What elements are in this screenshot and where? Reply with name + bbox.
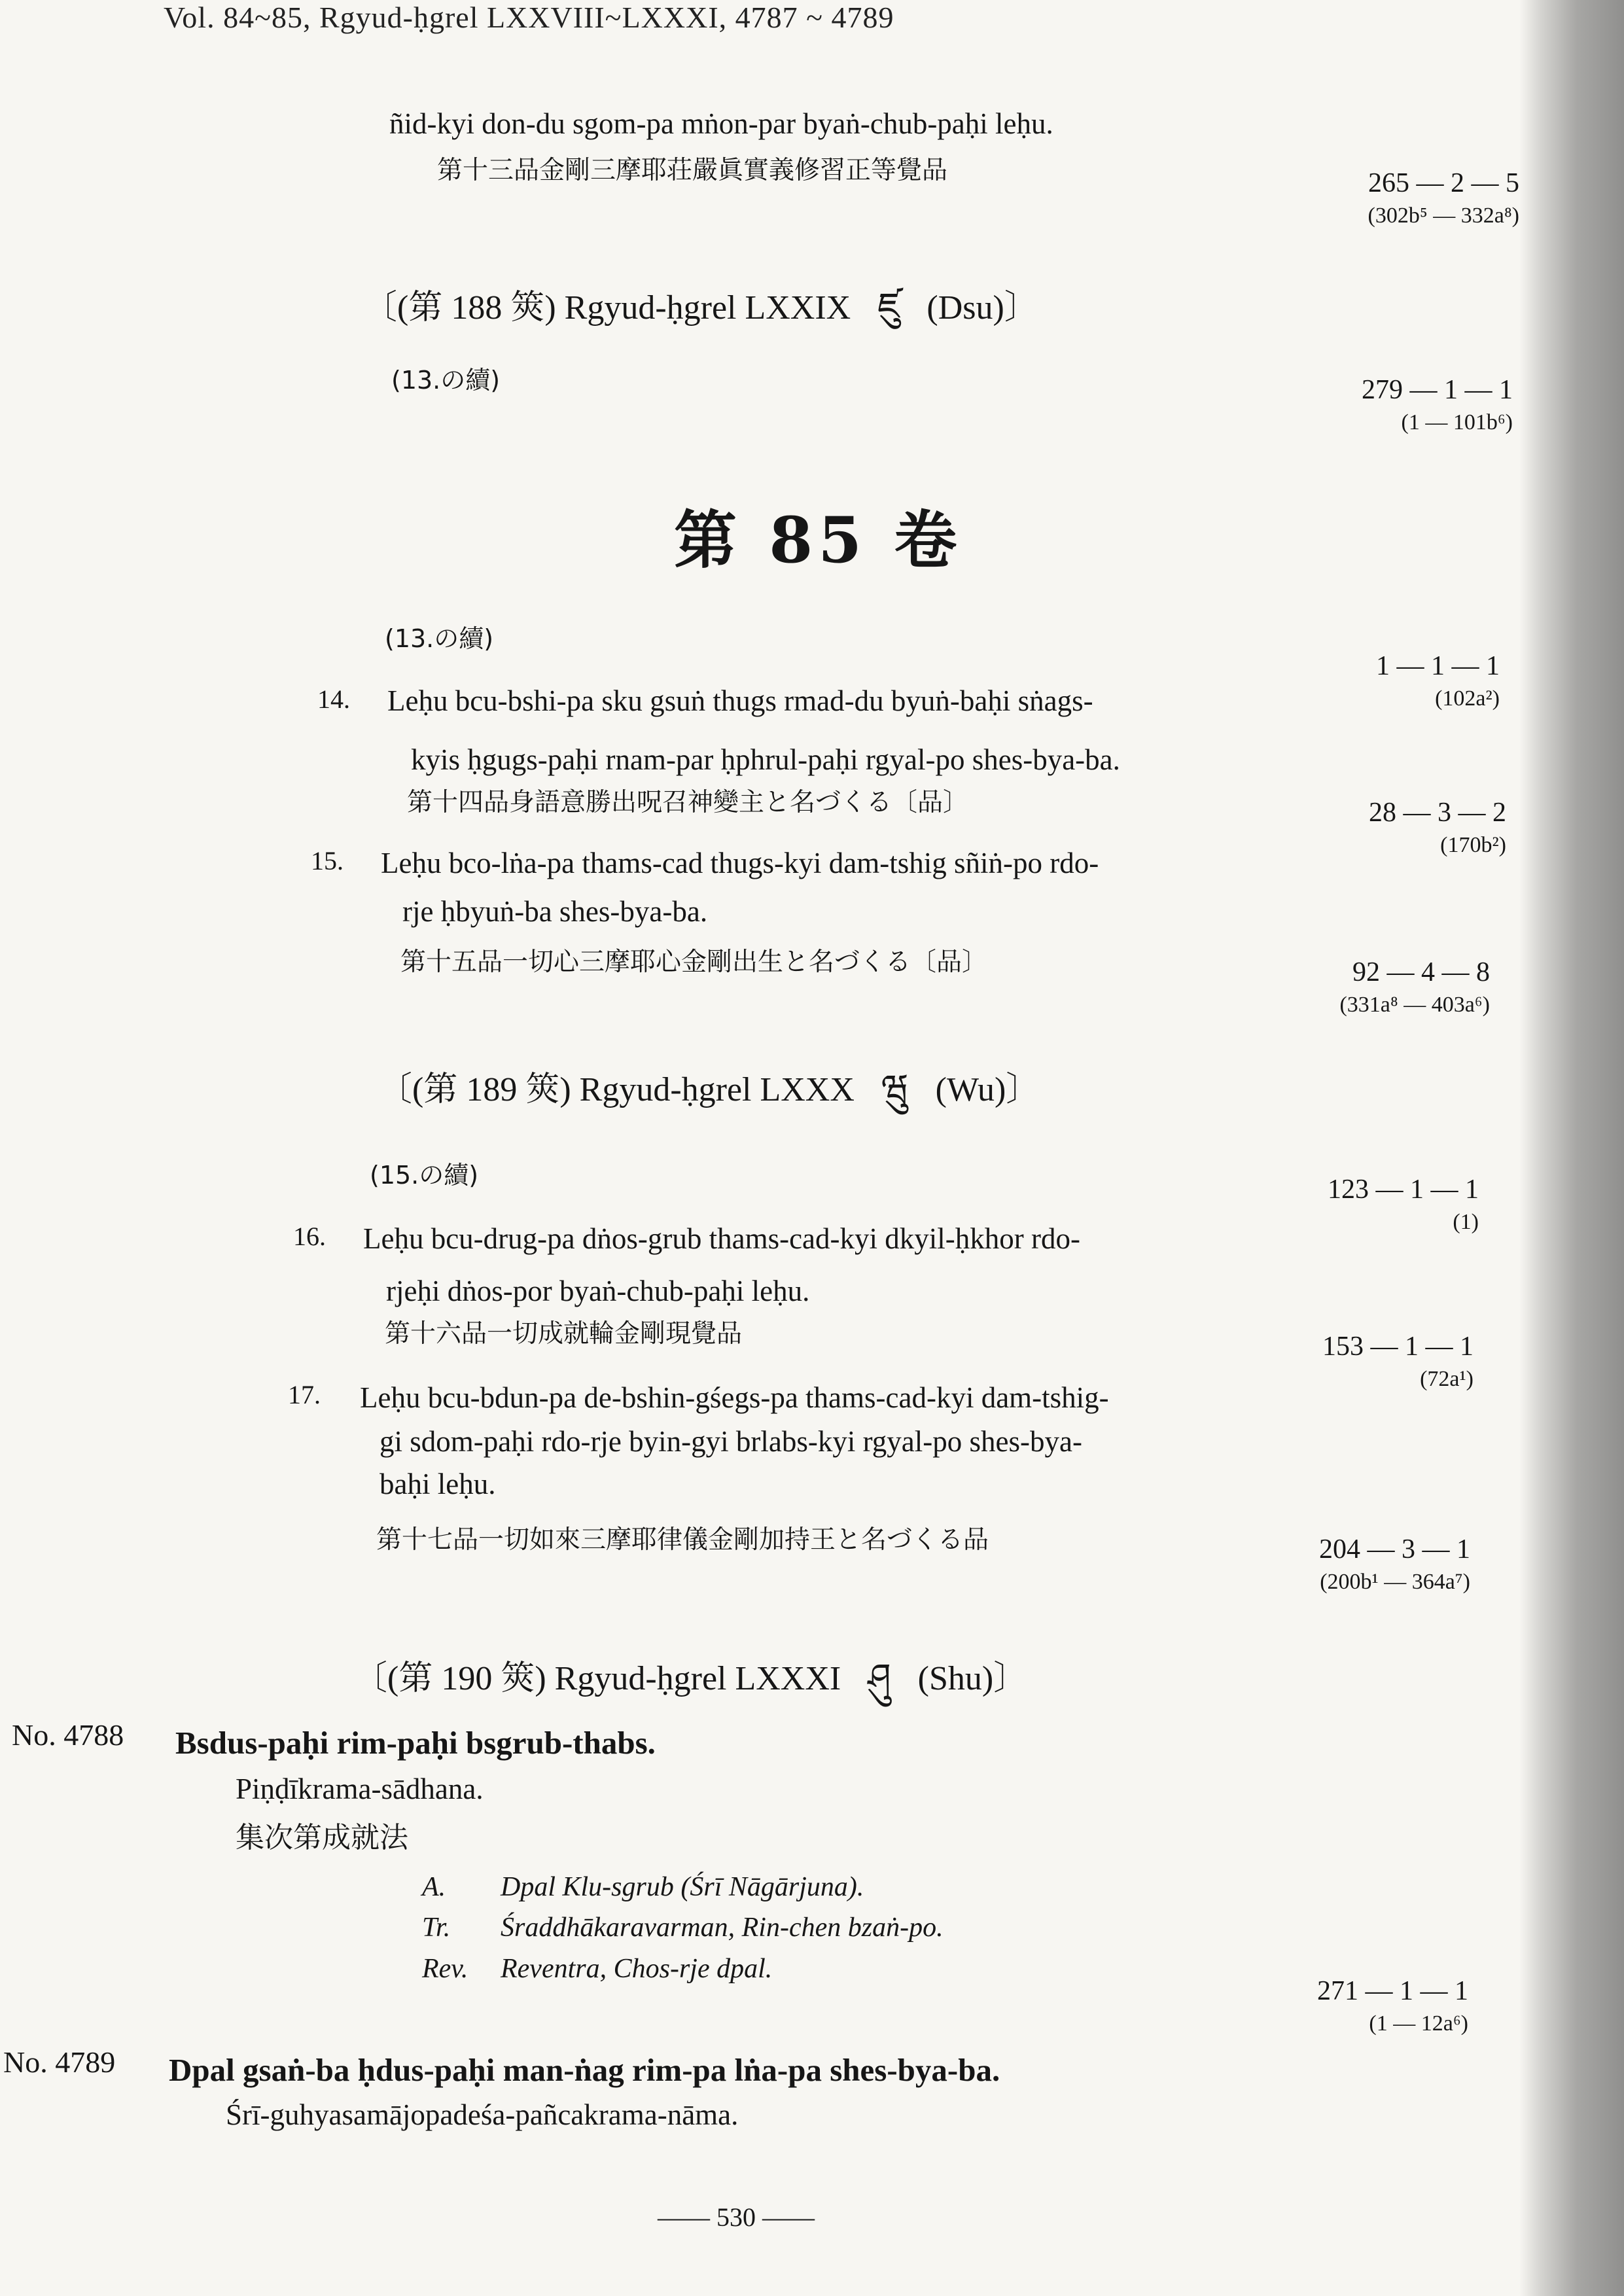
catalog-number-4788: No. 4788 <box>12 1718 124 1752</box>
entry-4788-sanskrit: Piṇḍīkrama-sādhana. <box>236 1773 484 1805</box>
ref-sub: (1 — 101b⁶) <box>1401 410 1513 434</box>
entry-4789-title: Dpal gsaṅ-ba ḥdus-paḥi man-ṅag rim-pa lṅa-pa shes-bya-ba. <box>169 2052 1000 2088</box>
reviser-value: Reventra, Chos-rje dpal. <box>501 1954 773 1984</box>
section-prefix: 〔(第 189 筴) <box>378 1071 571 1108</box>
section-suffix: (Dsu)〕 <box>927 289 1038 327</box>
entry-16-tibetan-line2: rjeḥi dṅos-por byaṅ-chub-paḥi leḥu. <box>386 1275 810 1307</box>
translator-label: Tr. <box>422 1913 451 1943</box>
entry-4788-japanese: 集次第成就法 <box>236 1821 408 1854</box>
entry-4788-translator <box>422 1912 944 1943</box>
ref-main: 271 — 1 — 1 <box>1317 1976 1468 2006</box>
section-188-heading <box>363 265 1038 368</box>
entry-16-reference <box>1322 1328 1474 1394</box>
entry-14-japanese: 第十四品身語意勝出呪召神變主と名づくる〔品〕 <box>407 788 969 817</box>
section-189-continuation: (15.の續) <box>370 1161 479 1190</box>
ref-main: 1 — 1 — 1 <box>1376 651 1500 681</box>
ref-main: 204 — 3 — 1 <box>1319 1534 1470 1564</box>
ref-main: 279 — 1 — 1 <box>1362 375 1513 405</box>
page-number: —— 530 —— <box>658 2202 815 2232</box>
volume-heading: 第 85 卷 <box>674 503 962 577</box>
entry-13-tibetan: ñid-kyi don-du sgom-pa mṅon-par byaṅ-chub-paḥi leḥu. <box>389 107 1053 140</box>
translator-value: Śraddhākaravarman, Rin-chen bzaṅ-po. <box>501 1913 944 1943</box>
entry-16-number: 16. <box>293 1222 326 1251</box>
entry-17-tibetan-line1: Leḥu bcu-bdun-pa de-bshin-gśegs-pa thams-cad-kyi dam-tshig- <box>360 1381 1109 1414</box>
entry-13-reference <box>1368 165 1519 230</box>
entry-4788-title: Bsdus-paḥi rim-paḥi bsgrub-thabs. <box>175 1725 656 1761</box>
ref-sub: (170b²) <box>1440 833 1506 857</box>
entry-15-japanese: 第十五品一切心三摩耶心金剛出生と名づくる〔品〕 <box>400 947 988 977</box>
catalog-number-4789: No. 4789 <box>3 2045 116 2079</box>
section-suffix: (Wu)〕 <box>935 1071 1040 1108</box>
ref-main: 92 — 4 — 8 <box>1352 957 1490 987</box>
entry-15-tibetan-line1: Leḥu bco-lṅa-pa thams-cad thugs-kyi dam-tshig sñiṅ-po rdo- <box>381 847 1099 879</box>
entry-17-tibetan-line3: baḥi leḥu. <box>380 1468 496 1500</box>
entry-4789-sanskrit: Śrī-guhyasamājopadeśa-pañcakrama-nāma. <box>226 2098 739 2131</box>
section-189-heading <box>378 1047 1040 1150</box>
entry-13-japanese: 第十三品金剛三摩耶荘嚴眞實義修習正等覺品 <box>437 156 948 185</box>
ref-sub: (200b¹ — 364a⁷) <box>1320 1570 1470 1594</box>
ref-sub: (1 — 12a⁶) <box>1369 2011 1468 2036</box>
entry-15-reference <box>1339 954 1490 1019</box>
entry-14-number: 14. <box>317 684 350 714</box>
ref-sub: (331a⁸ — 403a⁶) <box>1339 993 1490 1017</box>
tibetan-letter-glyph: ཝུ <box>881 1069 909 1109</box>
entry-16-japanese: 第十六品一切成就輪金剛現覺品 <box>385 1319 743 1349</box>
entry-15-number: 15. <box>311 846 344 875</box>
entry-17-reference <box>1319 1531 1470 1597</box>
section-name: Rgyud-ḥgrel LXXX <box>579 1071 855 1108</box>
section-188-reference <box>1362 372 1513 437</box>
ref-sub: (302b⁵ — 332a⁸) <box>1368 203 1519 228</box>
ref-main: 28 — 3 — 2 <box>1369 798 1506 828</box>
entry-15-tibetan-line2: rje ḥbyuṅ-ba shes-bya-ba. <box>402 895 708 928</box>
ref-sub: (102a²) <box>1435 686 1500 711</box>
section-suffix: (Shu)〕 <box>917 1660 1028 1697</box>
entry-17-number: 17. <box>288 1380 321 1409</box>
ref-main: 153 — 1 — 1 <box>1322 1332 1474 1362</box>
scan-page-edge <box>1519 0 1624 2296</box>
section-prefix: 〔(第 188 筴) <box>363 289 556 327</box>
entry-4788-reviser <box>422 1953 772 1985</box>
entry-17-japanese: 第十七品一切如來三摩耶律儀金剛加持王と名づくる品 <box>376 1525 989 1555</box>
ref-main: 123 — 1 — 1 <box>1328 1174 1479 1205</box>
section-name: Rgyud-ḥgrel LXXIX <box>564 289 851 327</box>
section-name: Rgyud-ḥgrel LXXXI <box>554 1660 841 1697</box>
ref-sub: (1) <box>1453 1210 1479 1234</box>
volume-continuation: (13.の續) <box>385 624 494 653</box>
ref-main: 265 — 2 — 5 <box>1368 168 1519 198</box>
entry-17-tibetan-line2: gi sdom-paḥi rdo-rje byin-gyi brlabs-kyi rgyal-po shes-bya- <box>380 1425 1082 1458</box>
entry-4788-reference <box>1317 1973 1468 2038</box>
entry-14-reference <box>1369 794 1506 860</box>
volume-reference <box>1376 648 1500 713</box>
reviser-label: Rev. <box>422 1954 468 1984</box>
entry-14-tibetan-line2: kyis ḥgugs-paḥi rnam-par ḥphrul-paḥi rgyal-po shes-bya-ba. <box>411 743 1120 776</box>
section-prefix: 〔(第 190 筴) <box>353 1660 546 1697</box>
ref-sub: (72a¹) <box>1420 1367 1474 1391</box>
section-188-continuation: (13.の續) <box>391 366 501 395</box>
author-label: A. <box>422 1872 446 1902</box>
entry-4788-author <box>422 1871 864 1903</box>
running-head: Vol. 84~85, Rgyud-ḥgrel LXXVIII~LXXXI, 4787 ~ 4789 <box>164 1 894 34</box>
tibetan-letter-glyph: ཛུ <box>877 287 900 327</box>
tibetan-letter-glyph: ཤུ <box>868 1657 891 1698</box>
entry-16-tibetan-line1: Leḥu bcu-drug-pa dṅos-grub thams-cad-kyi dkyil-ḥkhor rdo- <box>363 1222 1080 1255</box>
author-value: Dpal Klu-sgrub (Śrī Nāgārjuna). <box>501 1872 864 1902</box>
section-189-reference <box>1328 1171 1479 1237</box>
entry-14-tibetan-line1: Leḥu bcu-bshi-pa sku gsuṅ thugs rmad-du byuṅ-baḥi sṅags- <box>387 684 1093 717</box>
